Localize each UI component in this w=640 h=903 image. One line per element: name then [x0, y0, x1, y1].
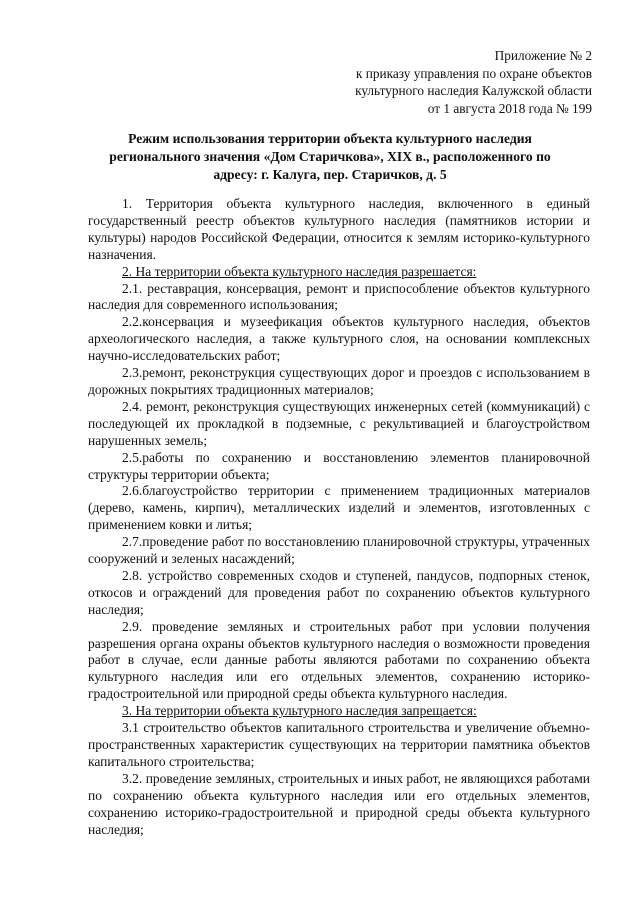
paragraph-3-2: 3.2. проведение земляных, строительных и иных работ, не являющихся работами по сохранению объекта культурного наследия или его отдельных элементов, сохранению историко-градостроительной и природной среды объекта культурного наследия;: [88, 770, 590, 837]
section-3-heading: [88, 703, 590, 720]
appendix-header: [355, 47, 592, 117]
order-reference: к приказу управления по охране объектов: [355, 65, 592, 81]
title-line-1: Режим использования территории объекта культурного наследия: [128, 131, 532, 146]
paragraph-1: 1. Территория объекта культурного наследия, включенного в единый государственный реестр объектов культурного наследия (памятников истории и культуры) народов Российской Федерации, относится к землям историко-культурного назначения.: [88, 196, 590, 262]
paragraph-2-3: 2.3.ремонт, реконструкция существующих дорог и проездов с использованием в дорожных покрытиях традиционных материалов;: [88, 365, 590, 397]
paragraph-2-9: 2.9. проведение земляных и строительных работ при условии получения разрешения органа охраны объектов культурного наследия о возможности проведения работ в случае, если данные работы являются работами по сохранению объекта культурного наследия или его отдельных элементов, сохранению историко-градостроительной или природной среды объекта культурного наследия.: [88, 618, 590, 702]
paragraph-2-7: 2.7.проведение работ по восстановлению планировочной структуры, утраченных сооружений и зеленых насаждений;: [88, 534, 590, 567]
appendix-number: Приложение № 2: [494, 48, 592, 63]
section-3-heading-text: 3. На территории объекта культурного наследия запрещается:: [122, 703, 477, 719]
document-body: [88, 196, 590, 838]
paragraph-2-4: 2.4. ремонт, реконструкция существующих инженерных сетей (коммуникаций) с последующей их прокладкой в подземные, с рекультивацией и благоустройством нарушенных земель;: [88, 398, 590, 448]
paragraph-3-1: 3.1 строительство объектов капитального строительства и увеличение объемно-пространственных характеристик существующих на территории памятника объектов капитального строительства;: [88, 720, 590, 769]
paragraph-2-6: 2.6.благоустройство территории с применением традиционных материалов (дерево, камень, кирпич), металлических изделий и элементов, изготовленных с применением ковки и литья;: [88, 483, 590, 533]
section-2-heading: [88, 264, 590, 281]
document-title: [80, 130, 580, 184]
title-line-3: адресу: г. Калуга, пер. Старичков, д. 5: [213, 167, 447, 182]
paragraph-2-2: 2.2.консервация и музеефикация объектов культурного наследия, объектов археологического наследия, а также культурного слоя, на основании комплексных научно-исследовательских работ;: [88, 314, 590, 364]
title-line-2: регионального значения «Дом Старичкова», XIX в., расположенного по: [109, 149, 551, 164]
section-2-heading-text: 2. На территории объекта культурного наследия разрешается:: [122, 263, 477, 279]
paragraph-2-1: 2.1. реставрация, консервация, ремонт и приспособление объектов культурного наследия для современного использования;: [88, 280, 590, 313]
order-date: от 1 августа 2018 года № 199: [427, 100, 592, 116]
paragraph-2-8: 2.8. устройство современных сходов и ступеней, пандусов, подпорных стенок, откосов и ограждений для проведения работ по сохранению объектов культурного наследия;: [88, 567, 590, 617]
order-authority: культурного наследия Калужской области: [355, 83, 592, 98]
paragraph-2-5: 2.5.работы по сохранению и восстановлению элементов планировочной структуры территории объекта;: [88, 449, 590, 482]
